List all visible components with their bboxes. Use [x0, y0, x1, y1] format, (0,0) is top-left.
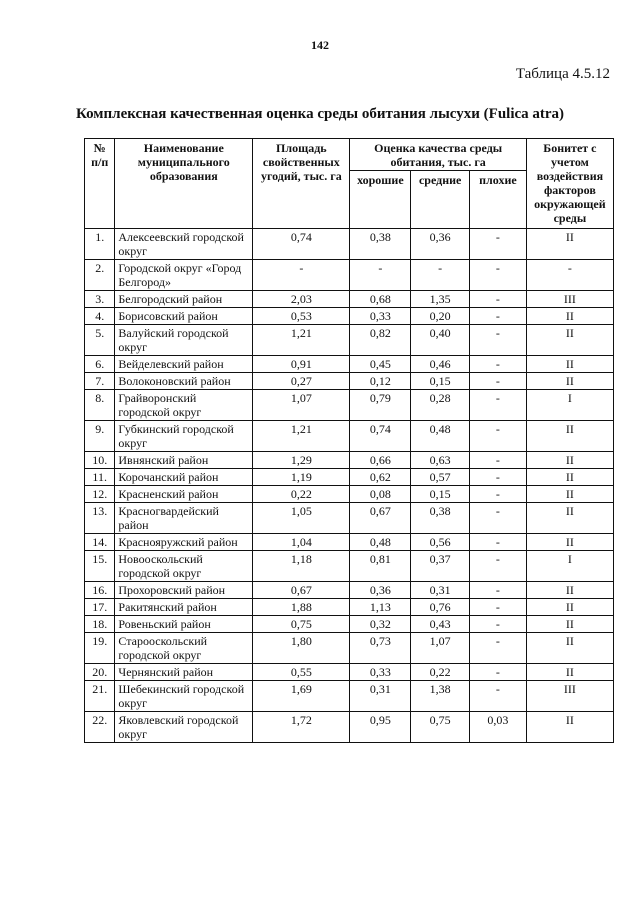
bad-value: -	[470, 356, 527, 373]
bonitet-value: II	[526, 229, 613, 260]
area-value: 0,74	[253, 229, 350, 260]
medium-value: 0,63	[411, 452, 470, 469]
bonitet-value: II	[526, 325, 613, 356]
municipality-name: Корочанский район	[115, 469, 253, 486]
row-number: 12.	[85, 486, 115, 503]
row-number: 10.	[85, 452, 115, 469]
header-quality: Оценка качества среды обитания, тыс. га	[350, 139, 526, 171]
table-body	[85, 229, 614, 743]
good-value: 0,82	[350, 325, 411, 356]
good-value: 0,31	[350, 681, 411, 712]
medium-value: 0,48	[411, 421, 470, 452]
area-value: 1,72	[253, 712, 350, 743]
row-number: 20.	[85, 664, 115, 681]
medium-value: 0,76	[411, 599, 470, 616]
municipality-name: Шебекинский городской округ	[115, 681, 253, 712]
table-row	[85, 486, 614, 503]
row-number: 1.	[85, 229, 115, 260]
municipality-name: Грайворонский городской округ	[115, 390, 253, 421]
area-value: 1,21	[253, 325, 350, 356]
row-number: 11.	[85, 469, 115, 486]
municipality-name: Красненский район	[115, 486, 253, 503]
table-row	[85, 356, 614, 373]
row-number: 18.	[85, 616, 115, 633]
municipality-name: Прохоровский район	[115, 582, 253, 599]
municipality-name: Яковлевский городской округ	[115, 712, 253, 743]
habitat-assessment-table	[84, 138, 614, 743]
area-value: 0,55	[253, 664, 350, 681]
good-value: 0,08	[350, 486, 411, 503]
good-value: 0,36	[350, 582, 411, 599]
bonitet-value: II	[526, 356, 613, 373]
medium-value: 0,22	[411, 664, 470, 681]
bonitet-value: II	[526, 486, 613, 503]
medium-value: 0,37	[411, 551, 470, 582]
good-value: 0,33	[350, 308, 411, 325]
bad-value: -	[470, 681, 527, 712]
table-row	[85, 291, 614, 308]
table-row	[85, 229, 614, 260]
medium-value: 0,38	[411, 503, 470, 534]
header-name: Наименование муниципального образования	[115, 139, 253, 229]
municipality-name: Старооскольский городской округ	[115, 633, 253, 664]
area-value: 1,21	[253, 421, 350, 452]
good-value: 0,32	[350, 616, 411, 633]
municipality-name: Белгородский район	[115, 291, 253, 308]
row-number: 16.	[85, 582, 115, 599]
area-value: 1,88	[253, 599, 350, 616]
bonitet-value: II	[526, 582, 613, 599]
page-number: 142	[311, 38, 329, 52]
bonitet-value: I	[526, 390, 613, 421]
row-number: 8.	[85, 390, 115, 421]
bad-value: -	[470, 229, 527, 260]
table-row	[85, 469, 614, 486]
good-value: 0,73	[350, 633, 411, 664]
bonitet-value: II	[526, 452, 613, 469]
good-value: 0,45	[350, 356, 411, 373]
row-number: 7.	[85, 373, 115, 390]
table-row	[85, 452, 614, 469]
good-value: 0,74	[350, 421, 411, 452]
bad-value: -	[470, 390, 527, 421]
bonitet-value: II	[526, 664, 613, 681]
bad-value: -	[470, 582, 527, 599]
row-number: 17.	[85, 599, 115, 616]
table-row	[85, 390, 614, 421]
bad-value: -	[470, 551, 527, 582]
medium-value: 1,35	[411, 291, 470, 308]
area-value: 1,05	[253, 503, 350, 534]
good-value: 0,12	[350, 373, 411, 390]
row-number: 6.	[85, 356, 115, 373]
good-value: 1,13	[350, 599, 411, 616]
table-row	[85, 325, 614, 356]
bonitet-value: III	[526, 291, 613, 308]
table-row	[85, 599, 614, 616]
area-value: 1,29	[253, 452, 350, 469]
header-num: № п/п	[85, 139, 115, 229]
municipality-name: Борисовский район	[115, 308, 253, 325]
bonitet-value: III	[526, 681, 613, 712]
area-value: 0,67	[253, 582, 350, 599]
bonitet-value: II	[526, 616, 613, 633]
header-bad: плохие	[470, 171, 527, 229]
bonitet-value: II	[526, 503, 613, 534]
table-row	[85, 664, 614, 681]
medium-value: 1,38	[411, 681, 470, 712]
municipality-name: Алексеевский городской округ	[115, 229, 253, 260]
medium-value: 0,31	[411, 582, 470, 599]
municipality-name: Вейделевский район	[115, 356, 253, 373]
good-value: 0,79	[350, 390, 411, 421]
good-value: 0,68	[350, 291, 411, 308]
row-number: 14.	[85, 534, 115, 551]
good-value: 0,95	[350, 712, 411, 743]
bad-value: -	[470, 616, 527, 633]
bad-value: -	[470, 599, 527, 616]
medium-value: 0,57	[411, 469, 470, 486]
municipality-name: Красногвардейский район	[115, 503, 253, 534]
row-number: 9.	[85, 421, 115, 452]
municipality-name: Ракитянский район	[115, 599, 253, 616]
area-value: 1,19	[253, 469, 350, 486]
row-number: 21.	[85, 681, 115, 712]
medium-value: 0,43	[411, 616, 470, 633]
bonitet-value: -	[526, 260, 613, 291]
bad-value: -	[470, 664, 527, 681]
bad-value: 0,03	[470, 712, 527, 743]
header-area: Площадь свойственных угодий, тыс. га	[253, 139, 350, 229]
medium-value: 0,20	[411, 308, 470, 325]
area-value: 0,91	[253, 356, 350, 373]
table-row	[85, 260, 614, 291]
bad-value: -	[470, 260, 527, 291]
medium-value: 0,75	[411, 712, 470, 743]
bad-value: -	[470, 452, 527, 469]
header-good: хорошие	[350, 171, 411, 229]
bonitet-value: II	[526, 633, 613, 664]
row-number: 19.	[85, 633, 115, 664]
good-value: 0,81	[350, 551, 411, 582]
area-value: 0,27	[253, 373, 350, 390]
table-row	[85, 534, 614, 551]
good-value: 0,67	[350, 503, 411, 534]
table-row	[85, 633, 614, 664]
header-bonitet: Бонитет с учетом воздействия факторов окружающей среды	[526, 139, 613, 229]
row-number: 4.	[85, 308, 115, 325]
table-row	[85, 582, 614, 599]
row-number: 22.	[85, 712, 115, 743]
bonitet-value: II	[526, 712, 613, 743]
bonitet-value: II	[526, 421, 613, 452]
bonitet-value: II	[526, 599, 613, 616]
table-row	[85, 681, 614, 712]
municipality-name: Валуйский городской округ	[115, 325, 253, 356]
bonitet-value: II	[526, 308, 613, 325]
table-row	[85, 551, 614, 582]
area-value: 2,03	[253, 291, 350, 308]
bad-value: -	[470, 421, 527, 452]
document-title: Комплексная качественная оценка среды обитания лысухи (Fulica atra)	[75, 106, 565, 122]
bonitet-value: II	[526, 534, 613, 551]
area-value: 1,07	[253, 390, 350, 421]
area-value: 1,80	[253, 633, 350, 664]
bad-value: -	[470, 503, 527, 534]
area-value: 0,22	[253, 486, 350, 503]
municipality-name: Чернянский район	[115, 664, 253, 681]
municipality-name: Городской округ «Город Белгород»	[115, 260, 253, 291]
table-row	[85, 616, 614, 633]
bad-value: -	[470, 308, 527, 325]
medium-value: 0,15	[411, 486, 470, 503]
medium-value: 0,56	[411, 534, 470, 551]
municipality-name: Волоконовский район	[115, 373, 253, 390]
area-value: 1,04	[253, 534, 350, 551]
table-row	[85, 503, 614, 534]
area-value: -	[253, 260, 350, 291]
medium-value: 0,46	[411, 356, 470, 373]
table-row	[85, 308, 614, 325]
good-value: 0,38	[350, 229, 411, 260]
bad-value: -	[470, 291, 527, 308]
table-label: Таблица 4.5.12	[515, 66, 610, 82]
bad-value: -	[470, 486, 527, 503]
row-number: 5.	[85, 325, 115, 356]
medium-value: 1,07	[411, 633, 470, 664]
area-value: 1,69	[253, 681, 350, 712]
area-value: 0,75	[253, 616, 350, 633]
municipality-name: Новооскольский городской округ	[115, 551, 253, 582]
good-value: 0,66	[350, 452, 411, 469]
bad-value: -	[470, 633, 527, 664]
table-row	[85, 421, 614, 452]
row-number: 13.	[85, 503, 115, 534]
medium-value: 0,15	[411, 373, 470, 390]
row-number: 2.	[85, 260, 115, 291]
municipality-name: Ровеньский район	[115, 616, 253, 633]
area-value: 0,53	[253, 308, 350, 325]
municipality-name: Губкинский городской округ	[115, 421, 253, 452]
medium-value: -	[411, 260, 470, 291]
medium-value: 0,40	[411, 325, 470, 356]
area-value: 1,18	[253, 551, 350, 582]
medium-value: 0,28	[411, 390, 470, 421]
medium-value: 0,36	[411, 229, 470, 260]
header-medium: средние	[411, 171, 470, 229]
bad-value: -	[470, 469, 527, 486]
bad-value: -	[470, 534, 527, 551]
good-value: 0,33	[350, 664, 411, 681]
municipality-name: Краснояружский район	[115, 534, 253, 551]
municipality-name: Ивнянский район	[115, 452, 253, 469]
good-value: 0,48	[350, 534, 411, 551]
bonitet-value: II	[526, 373, 613, 390]
bonitet-value: II	[526, 469, 613, 486]
good-value: -	[350, 260, 411, 291]
bad-value: -	[470, 325, 527, 356]
good-value: 0,62	[350, 469, 411, 486]
table-row	[85, 712, 614, 743]
table-row	[85, 373, 614, 390]
bad-value: -	[470, 373, 527, 390]
row-number: 15.	[85, 551, 115, 582]
bonitet-value: I	[526, 551, 613, 582]
row-number: 3.	[85, 291, 115, 308]
